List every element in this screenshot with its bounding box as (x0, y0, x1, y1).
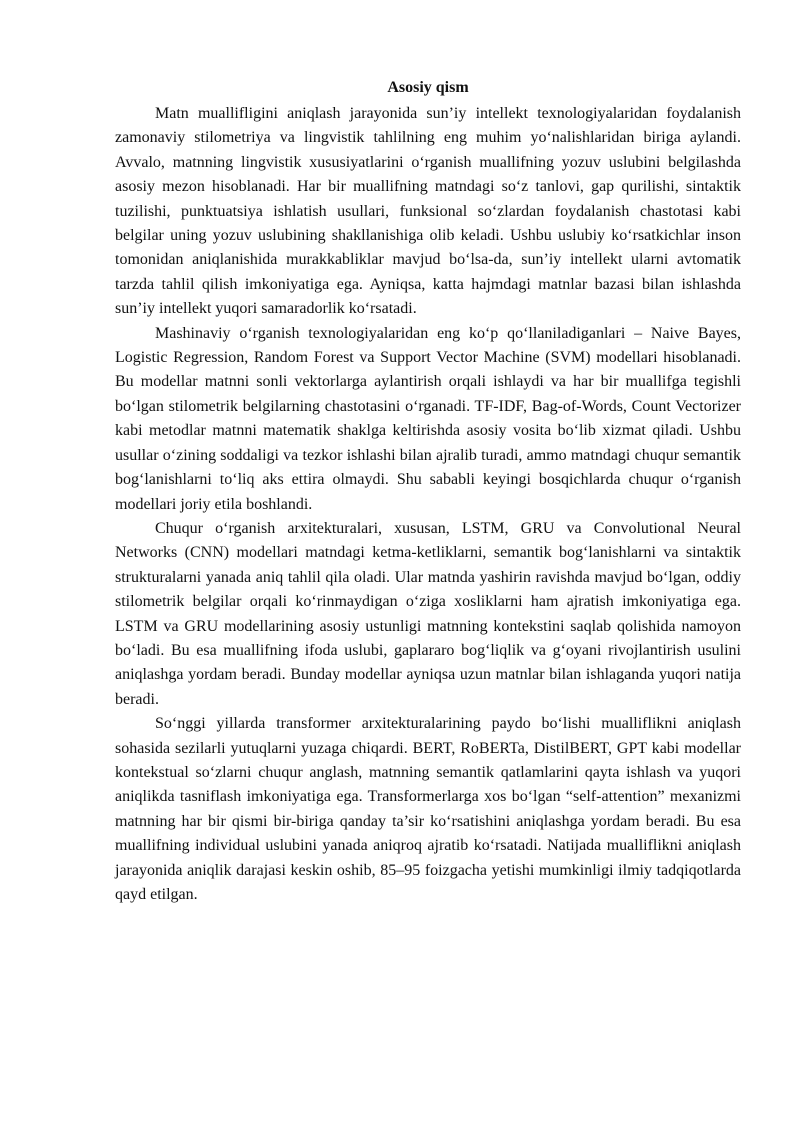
section-heading: Asosiy qism (387, 79, 469, 96)
paragraph-4: So‘nggi yillarda transformer arxitekturalarining paydo bo‘lishi mualliflikni aniqlash sohasida sezilarli yutuqlarni yuzaga chiqardi. BERT, RoBERTa, DistilBERT, GPT kabi modellar kontekstual so‘zlarni chuqur anglash, matnning semantik qatlamlarini qayta ishlash va yuqori aniqlikda tasniflash imkoniyatiga ega. Transformerlarga xos bo‘lgan “self-attention” mexanizmi matnning har bir qismi bir-biriga qanday ta’sir ko‘rsatishini aniqlashga yordam beradi. Bu esa muallifning individual uslubini yanada aniqroq ajratib ko‘rsatadi. Natijada mualliflikni aniqlash jarayonida aniqlik darajasi keskin oshib, 85–95 foizgacha yetishi mumkinligi ilmiy tadqiqotlarda qayd etilgan. (115, 715, 741, 903)
paragraph-3: Chuqur o‘rganish arxitekturalari, xususan, LSTM, GRU va Convolutional Neural Networks (CNN) modellari matndagi ketma-ketliklarni, semantik bog‘lanishlarni va sintaktik strukturalarni yanada aniq tahlil qila oladi. Ular matnda yashirin ravishda mavjud bo‘lgan, oddiy stilometrik belgilar orqali ko‘rinmaydigan o‘ziga xosliklarni ham ajratish imkoniyatiga ega. LSTM va GRU modellarining asosiy ustunligi matnning kontekstini saqlab qolishida namoyon bo‘ladi. Bu esa muallifning ifoda uslubi, gaplararo bog‘liqlik va g‘oyani rivojlantirish usulini aniqlashga yordam beradi. Bunday modellar ayniqsa uzun matnlar bilan ishlaganda yuqori natija beradi. (115, 519, 741, 708)
paragraph-2: Mashinaviy o‘rganish texnologiyalaridan eng ko‘p qo‘llaniladiganlari – Naive Bayes, Logistic Regression, Random Forest va Support Vector Machine (SVM) modellari hisoblanadi. Bu modellar matnni sonli vektorlarga aylantirish orqali ishlaydi va har bir muallifga tegishli bo‘lgan stilometrik belgilarning chastotasini o‘rganadi. TF-IDF, Bag-of-Words, Count Vectorizer kabi metodlar matnni matematik shaklga keltirishda asosiy vosita bo‘lib xizmat qiladi. Ushbu usullar o‘zining soddaligi va tezkor ishlashi bilan ajralib turadi, ammo matndagi chuqur semantik bog‘lanishlarni to‘liq aks ettira olmaydi. Shu sababli keyingi bosqichlarda chuqur o‘rganish modellari joriy etila boshlandi. (115, 324, 741, 513)
document-body (115, 76, 741, 907)
paragraph-1: Matn muallifligini aniqlash jarayonida sun’iy intellekt texnologiyalaridan foydalanish zamonaviy stilometriya va lingvistik tahlilning eng muhim yo‘nalishlaridan biriga aylandi. Avvalo, matnning lingvistik xususiyatlarini o‘rganish muallifning yozuv uslubini belgilashda asosiy mezon hisoblanadi. Har bir muallifning matndagi so‘z tanlovi, gap qurilishi, sintaktik tuzilishi, punktuatsiya ishlatish usullari, funksional so‘zlardan foydalanish chastotasi kabi belgilar uning yozuv uslubining shakllanishiga olib keladi. Ushbu uslubiy ko‘rsatkichlar inson tomonidan aniqlanishida murakkabliklar mavjud bo‘lsa-da, sun’iy intellekt ularni avtomatik tarzda tahlil qilish imkoniyatiga ega. Ayniqsa, katta hajmdagi matnlar bazasi bilan ishlashda sun’iy intellekt yuqori samaradorlik ko‘rsatadi. (115, 105, 741, 318)
